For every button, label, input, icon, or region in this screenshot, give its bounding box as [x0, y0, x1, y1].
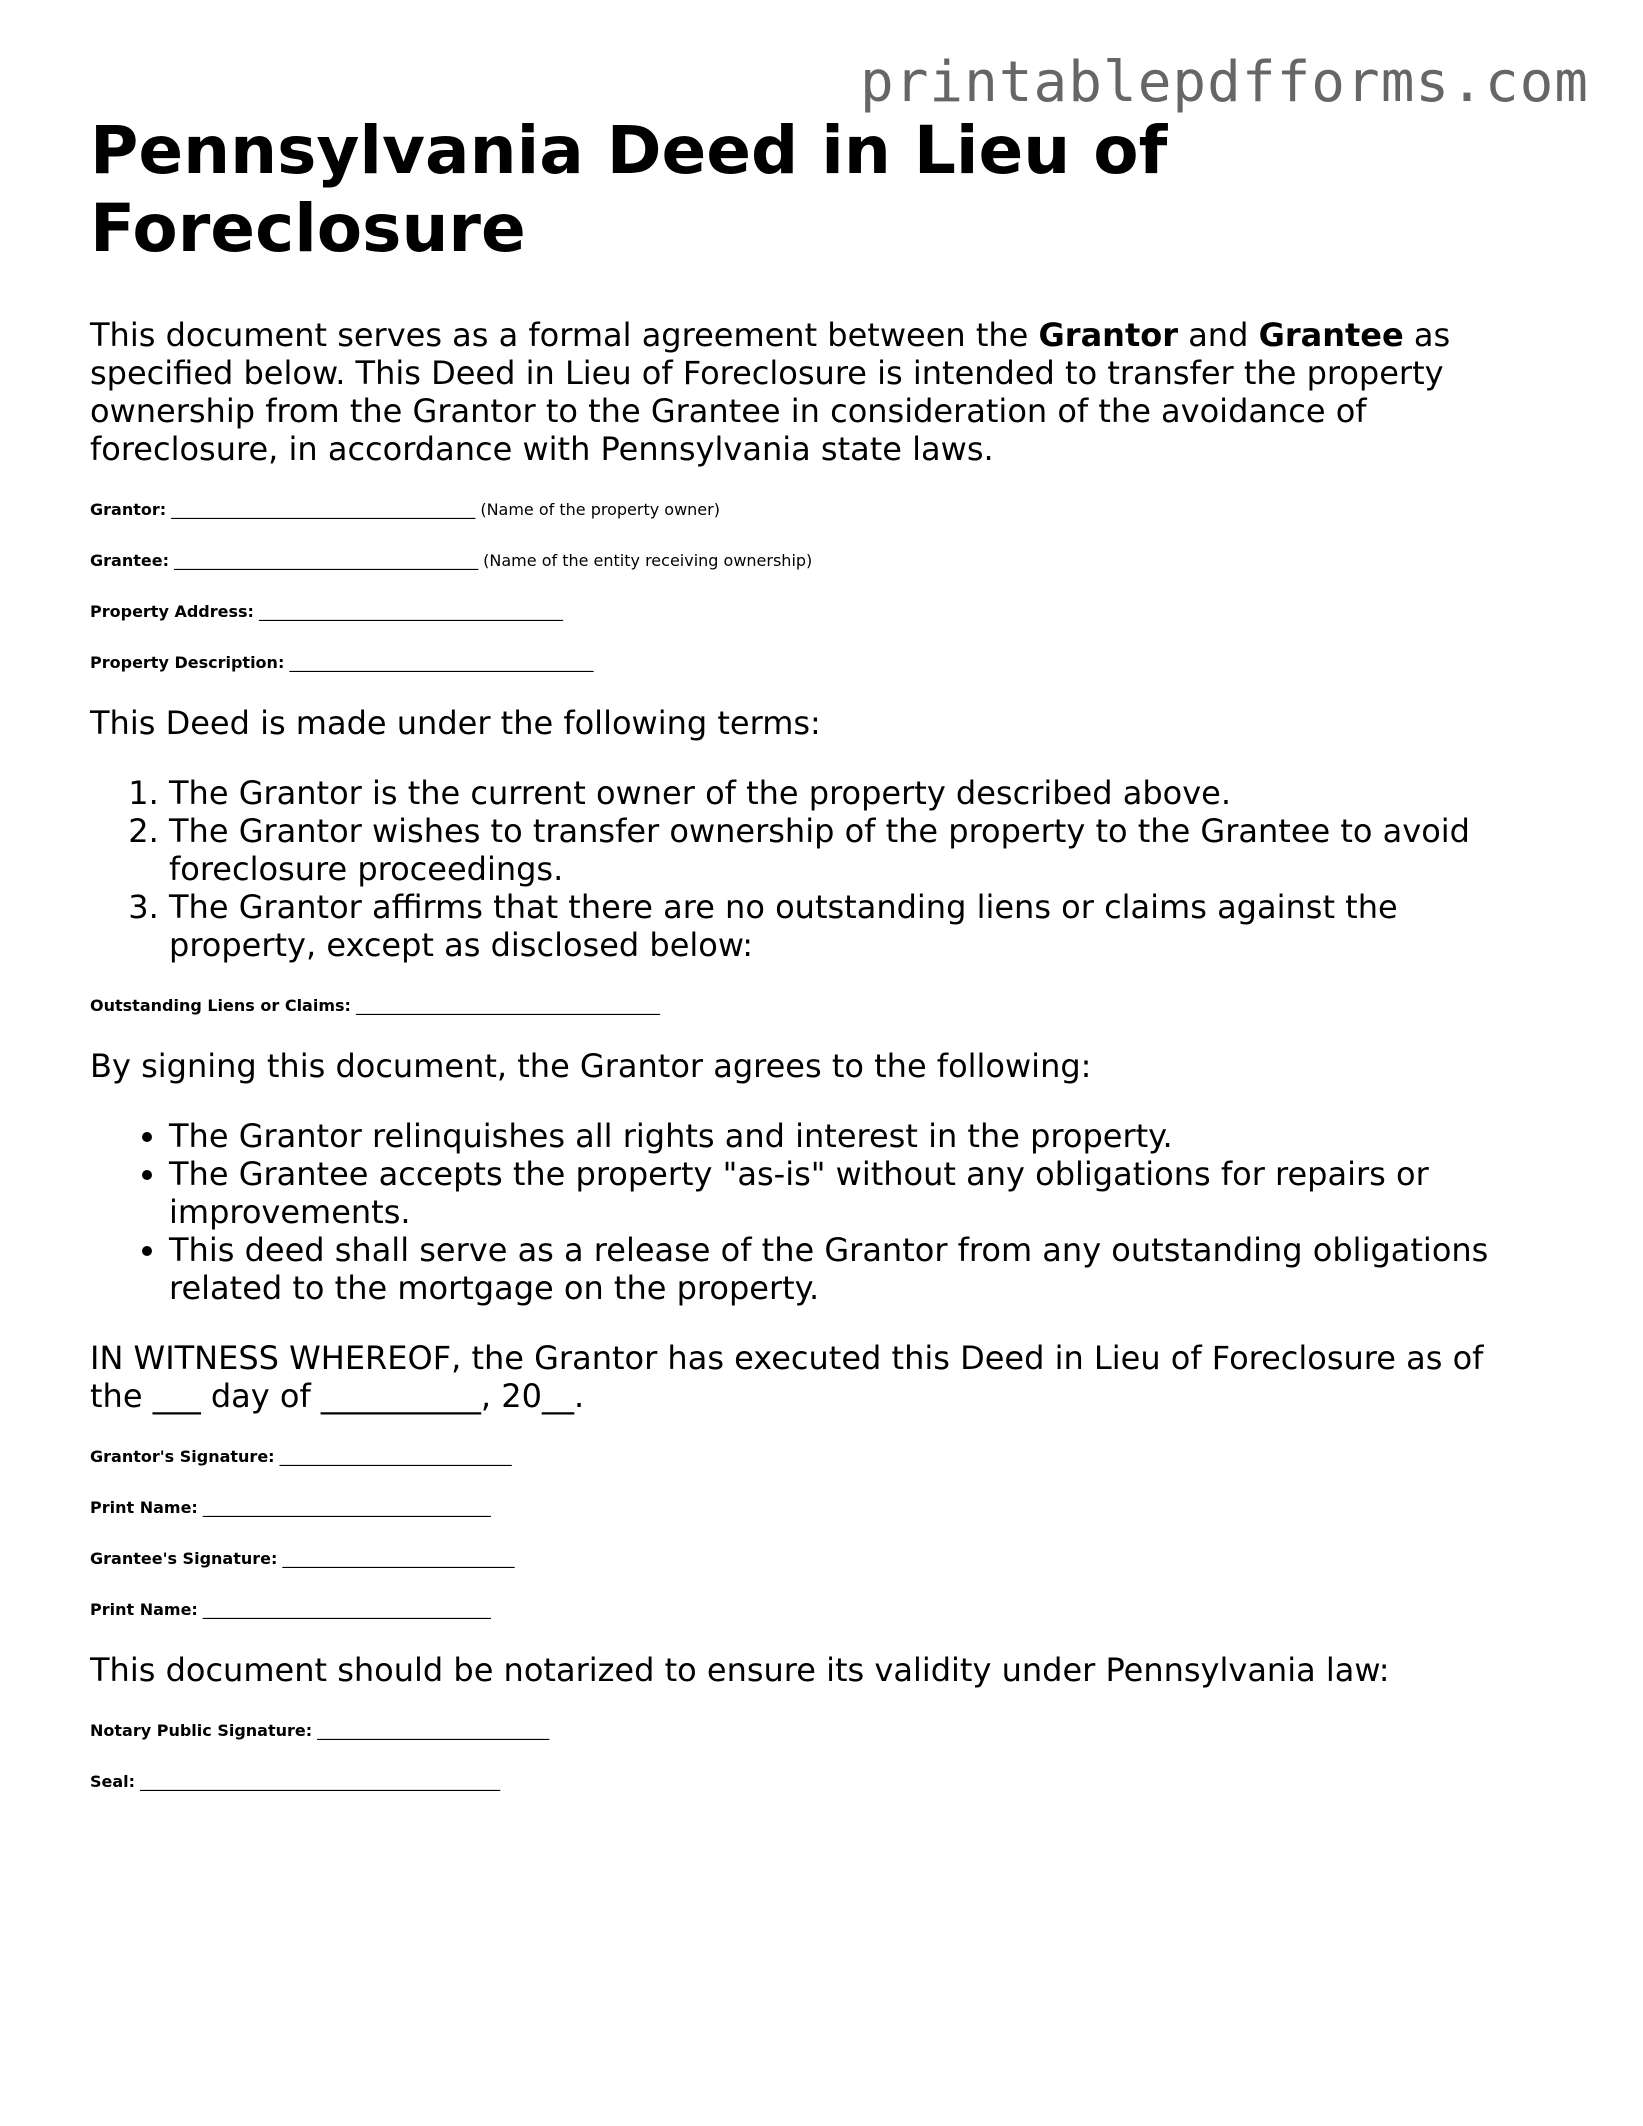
- intro-text-3: as specified below. This Deed in Lieu of Foreclosure is intended to transfer the property ownership from the Grantor to the Grantee in consideration of the avoidance of foreclosure, in accordance with Pennsylvania state laws.: [90, 316, 1451, 468]
- intro-paragraph: [90, 316, 1530, 468]
- terms-intro: This Deed is made under the following terms:: [90, 704, 821, 742]
- grantee-blank[interactable]: ______________________________________: [174, 551, 479, 570]
- grantee-signature-blank[interactable]: _____________________________: [282, 1549, 515, 1568]
- grantee-note: (Name of the entity receiving ownership): [483, 551, 813, 570]
- grantor-print-name-label: Print Name:: [90, 1498, 198, 1517]
- outstanding-liens-label: Outstanding Liens or Claims:: [90, 996, 351, 1015]
- term-item: 3. The Grantor affirms that there are no outstanding liens or claims against the property, except as disclosed below:: [169, 888, 1530, 964]
- witness-clause: IN WITNESS WHEREOF, the Grantor has executed this Deed in Lieu of Foreclosure as of the ___ day of __________, 20__.: [90, 1339, 1484, 1415]
- seal-field: [90, 1772, 1530, 1791]
- grantee-signature-field: [90, 1549, 1530, 1568]
- grantee-print-name-label: Print Name:: [90, 1600, 198, 1619]
- outstanding-liens-blank[interactable]: ______________________________________: [356, 996, 661, 1015]
- grantor-blank[interactable]: ______________________________________: [171, 500, 476, 519]
- grantee-signature-label: Grantee's Signature:: [90, 1549, 278, 1568]
- watermark: printablepdfforms.com: [859, 50, 1589, 115]
- notary-signature-blank[interactable]: _____________________________: [317, 1721, 550, 1740]
- document-page: [90, 112, 1530, 1823]
- grantor-label: Grantor:: [90, 500, 167, 519]
- document-title: Pennsylvania Deed in Lieu of Foreclosure: [90, 112, 1168, 267]
- property-description-field: [90, 653, 1530, 672]
- property-description-label: Property Description:: [90, 653, 285, 672]
- seal-blank[interactable]: _____________________________________________: [140, 1772, 501, 1791]
- intro-grantor-term: Grantor: [1038, 316, 1179, 354]
- terms-list: [90, 774, 1530, 964]
- intro-text-1: This document serves as a formal agreement between the: [90, 316, 1039, 354]
- agreement-item: • The Grantee accepts the property "as-is" without any obligations for repairs or improvements.: [169, 1155, 1530, 1231]
- grantee-print-name-field: [90, 1600, 1530, 1619]
- grantee-print-name-blank[interactable]: ____________________________________: [202, 1600, 491, 1619]
- property-address-label: Property Address:: [90, 602, 254, 621]
- notary-intro: This document should be notarized to ensure its validity under Pennsylvania law:: [90, 1651, 1390, 1689]
- term-item: 2. The Grantor wishes to transfer ownership of the property to the Grantee to avoid foreclosure proceedings.: [169, 812, 1530, 888]
- grantor-note: (Name of the property owner): [480, 500, 720, 519]
- intro-grantee-term: Grantee: [1258, 316, 1404, 354]
- grantee-field: [90, 551, 1530, 570]
- outstanding-liens-field: [90, 996, 1530, 1015]
- notary-signature-label: Notary Public Signature:: [90, 1721, 313, 1740]
- notary-signature-field: [90, 1721, 1530, 1740]
- agreement-item: • This deed shall serve as a release of the Grantor from any outstanding obligations related to the mortgage on the property.: [169, 1231, 1530, 1307]
- agreement-item: • The Grantor relinquishes all rights and interest in the property.: [169, 1117, 1530, 1155]
- property-address-field: [90, 602, 1530, 621]
- property-description-blank[interactable]: ______________________________________: [289, 653, 594, 672]
- grantor-signature-blank[interactable]: _____________________________: [279, 1447, 512, 1466]
- grantor-field: [90, 500, 1530, 519]
- term-item: 1. The Grantor is the current owner of the property described above.: [169, 774, 1530, 812]
- grantee-label: Grantee:: [90, 551, 169, 570]
- grantor-print-name-blank[interactable]: ____________________________________: [202, 1498, 491, 1517]
- grantor-signature-field: [90, 1447, 1530, 1466]
- property-address-blank[interactable]: ______________________________________: [259, 602, 564, 621]
- grantor-print-name-field: [90, 1498, 1530, 1517]
- intro-text-2: and: [1178, 316, 1259, 354]
- grantor-signature-label: Grantor's Signature:: [90, 1447, 275, 1466]
- agreements-intro: By signing this document, the Grantor agrees to the following:: [90, 1047, 1092, 1085]
- agreements-list: [90, 1117, 1530, 1307]
- seal-label: Seal:: [90, 1772, 136, 1791]
